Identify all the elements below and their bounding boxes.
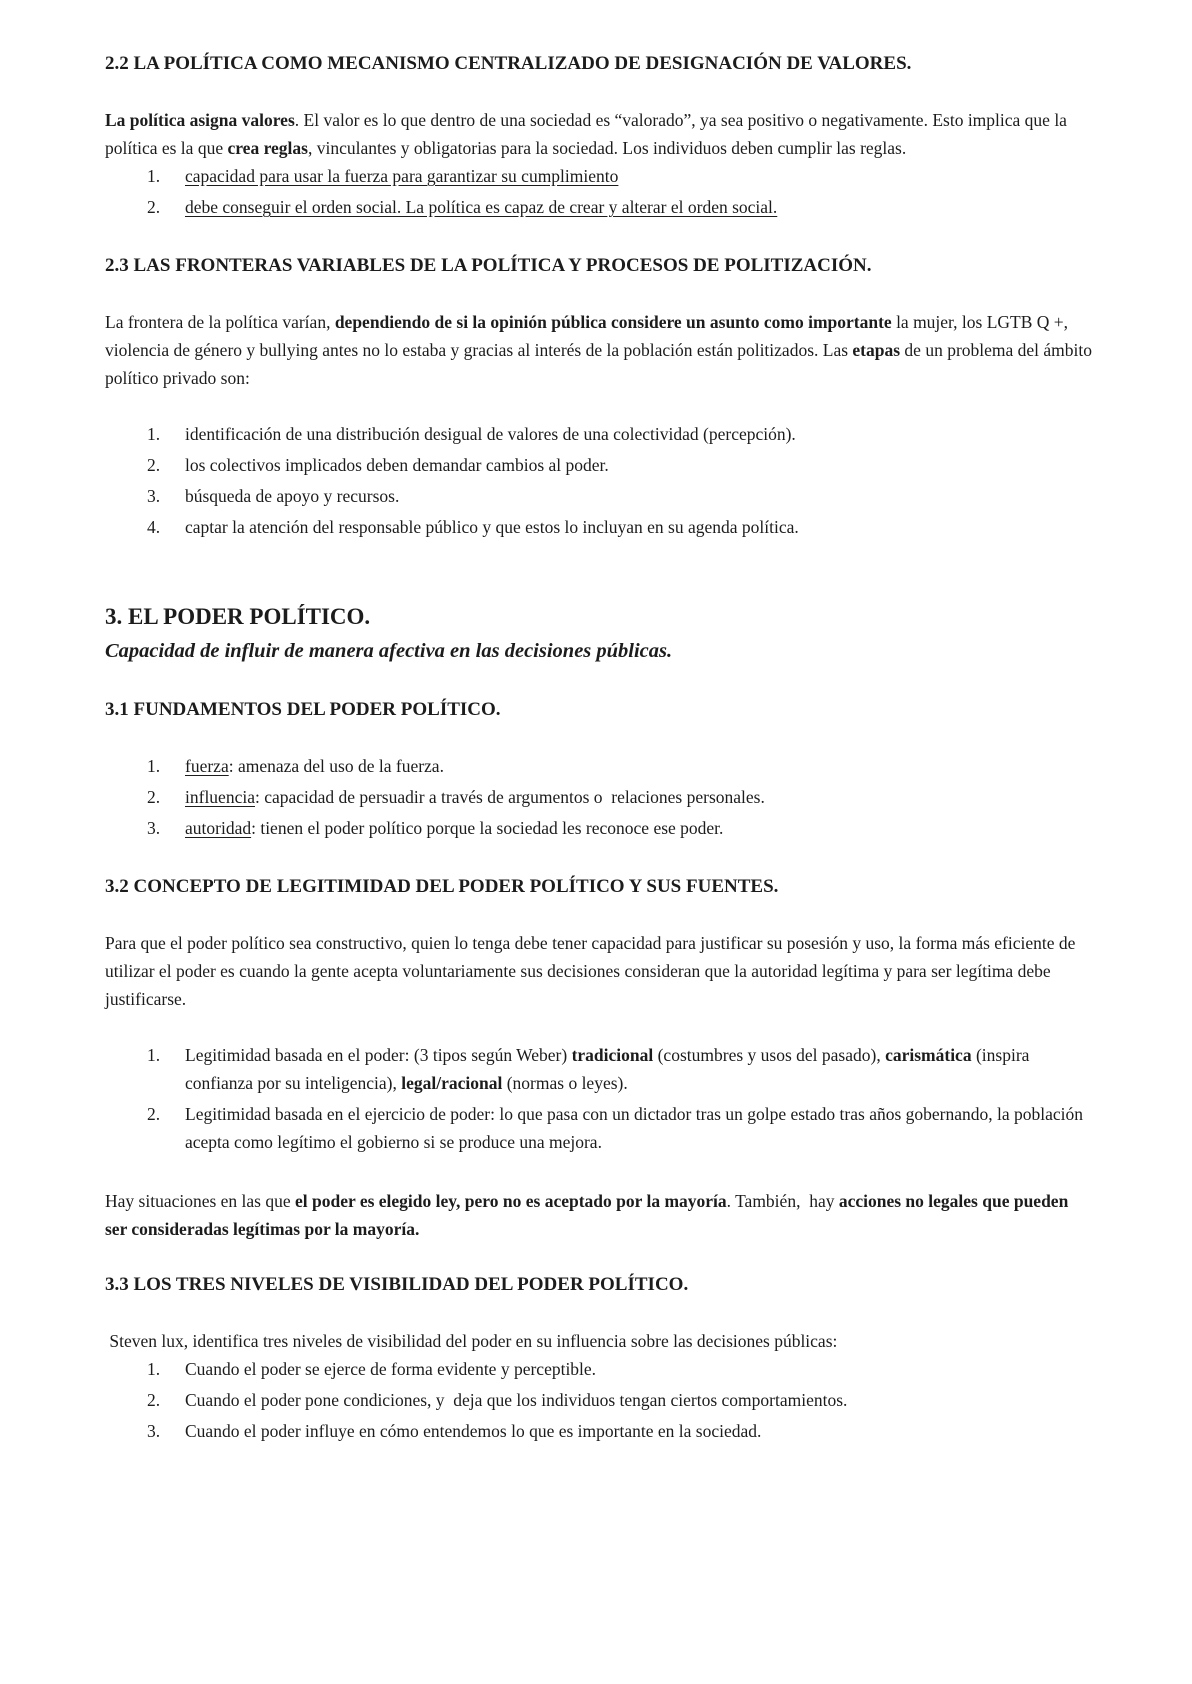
text-run: legal/racional	[401, 1073, 503, 1093]
list-item	[185, 1100, 1092, 1156]
list-item	[185, 752, 1092, 780]
text-run: (inspira confianza por su inteligencia),	[185, 1045, 1034, 1093]
document-body	[105, 50, 1097, 1445]
blank-line	[105, 572, 1092, 600]
blank-line	[105, 1299, 1092, 1327]
text-run: Steven lux, identifica tres niveles de visibilidad del poder en su influencia sobre las decisiones públicas:	[105, 1331, 838, 1351]
blank-line	[105, 845, 1092, 873]
section-heading: 2.3 LAS FRONTERAS VARIABLES DE LA POLÍTICA Y PROCESOS DE POLITIZACIÓN.	[105, 255, 872, 276]
text-run: identificación de una distribución desigual de valores de una colectividad (percepción).	[185, 424, 796, 444]
text-run: crea reglas	[227, 138, 308, 158]
blank-line	[105, 78, 1092, 106]
section-heading: 3.1 FUNDAMENTOS DEL PODER POLÍTICO.	[105, 699, 501, 720]
list-item	[185, 1041, 1092, 1097]
text-run: . El valor es lo que dentro de una sociedad es “valorado”, ya sea positivo o negativamente. Esto implica que la política es la que	[105, 110, 1072, 158]
ordered-list	[105, 420, 1092, 541]
text-run: el poder es elegido ley, pero no es aceptado por la mayoría	[295, 1191, 727, 1211]
text-run: tradicional	[571, 1045, 654, 1065]
list-item	[185, 193, 1092, 221]
blank-line	[105, 224, 1092, 252]
text-run: Legitimidad basada en el ejercicio de poder: lo que pasa con un dictador tras un golpe estado tras años gobernando, la población acepta como legítimo el gobierno si se produce una mejora.	[185, 1104, 1088, 1152]
list-item	[185, 162, 1092, 190]
text-run: carismática	[885, 1045, 972, 1065]
text-run: Para que el poder político sea constructivo, quien lo tenga debe tener capacidad para justificar su posesión y uso, la forma más eficiente de utilizar el poder es cuando la gente acepta voluntariamente sus decisiones consideran que la autoridad legítima y para ser legítima debe justificarse.	[105, 933, 1080, 1009]
text-run: debe conseguir el orden social. La política es capaz de crear y alterar el orden social.	[185, 197, 778, 217]
text-run: capacidad para usar la fuerza para garantizar su cumplimiento	[185, 166, 619, 186]
blank-line	[105, 1243, 1092, 1271]
list-item	[185, 1386, 1092, 1414]
blank-line	[105, 724, 1092, 752]
paragraph	[105, 929, 1092, 1013]
text-run: etapas	[852, 340, 901, 360]
text-run: búsqueda de apoyo y recursos.	[185, 486, 400, 506]
text-run: fuerza	[185, 756, 229, 776]
ordered-list	[105, 1041, 1092, 1156]
text-run: La frontera de la política varían,	[105, 312, 335, 332]
text-run: . También, hay	[726, 1191, 839, 1211]
paragraph	[105, 1187, 1092, 1243]
list-item	[185, 513, 1092, 541]
list-item	[185, 420, 1092, 448]
blank-line	[105, 901, 1092, 929]
ordered-list	[105, 1355, 1092, 1445]
list-item	[185, 1355, 1092, 1383]
list-item	[185, 451, 1092, 479]
list-item	[185, 783, 1092, 811]
blank-line	[105, 544, 1092, 572]
text-run: dependiendo de si la opinión pública considere un asunto como importante	[334, 312, 892, 332]
ordered-list	[105, 752, 1092, 842]
paragraph	[105, 308, 1097, 392]
main-subtitle: Capacidad de influir de manera afectiva en las decisiones públicas.	[105, 640, 673, 662]
paragraph	[105, 1327, 1092, 1355]
blank-line	[105, 1013, 1092, 1041]
text-run: de un problema del ámbito político privado son:	[105, 340, 1097, 388]
text-run: autoridad	[185, 818, 252, 838]
text-run: : amenaza del uso de la fuerza.	[228, 756, 444, 776]
text-run: influencia	[185, 787, 255, 807]
list-item	[185, 814, 1092, 842]
text-run: (normas o leyes).	[502, 1073, 628, 1093]
text-run: Hay situaciones en las que	[105, 1191, 296, 1211]
text-run: (costumbres y usos del pasado),	[653, 1045, 886, 1065]
list-item	[185, 1417, 1092, 1445]
blank-line	[105, 668, 1092, 696]
main-heading: 3. EL PODER POLÍTICO.	[105, 604, 371, 629]
text-run: : tienen el poder político porque la sociedad les reconoce ese poder.	[251, 818, 724, 838]
blank-line	[105, 1159, 1092, 1187]
blank-line	[105, 392, 1092, 420]
text-run: : capacidad de persuadir a través de argumentos o relaciones personales.	[254, 787, 765, 807]
ordered-list	[105, 162, 1092, 221]
text-run: los colectivos implicados deben demandar cambios al poder.	[185, 455, 609, 475]
text-run: captar la atención del responsable público y que estos lo incluyan en su agenda política.	[185, 517, 799, 537]
text-run: Legitimidad basada en el poder: (3 tipos según Weber)	[185, 1045, 572, 1065]
paragraph	[105, 106, 1092, 162]
text-run: la mujer, los LGTB Q +, violencia de género y bullying antes no lo estaba y gracias al interés de la población están politizados. Las	[105, 312, 1073, 360]
text-run: acciones no legales que pueden ser consideradas legítimas por la mayoría.	[105, 1191, 1073, 1239]
section-heading: 3.2 CONCEPTO DE LEGITIMIDAD DEL PODER POLÍTICO Y SUS FUENTES.	[105, 876, 779, 897]
section-heading: 3.3 LOS TRES NIVELES DE VISIBILIDAD DEL PODER POLÍTICO.	[105, 1274, 689, 1295]
text-run: Cuando el poder influye en cómo entendemos lo que es importante en la sociedad.	[185, 1421, 762, 1441]
blank-line	[105, 280, 1092, 308]
text-run: Cuando el poder se ejerce de forma evidente y perceptible.	[185, 1359, 597, 1379]
text-run: Cuando el poder pone condiciones, y deja que los individuos tengan ciertos comportamientos.	[185, 1390, 848, 1410]
list-item	[185, 482, 1092, 510]
text-run: , vinculantes y obligatorias para la sociedad. Los individuos deben cumplir las reglas.	[307, 138, 907, 158]
section-heading: 2.2 LA POLÍTICA COMO MECANISMO CENTRALIZADO DE DESIGNACIÓN DE VALORES.	[105, 53, 912, 74]
text-run: La política asigna valores	[105, 110, 295, 130]
